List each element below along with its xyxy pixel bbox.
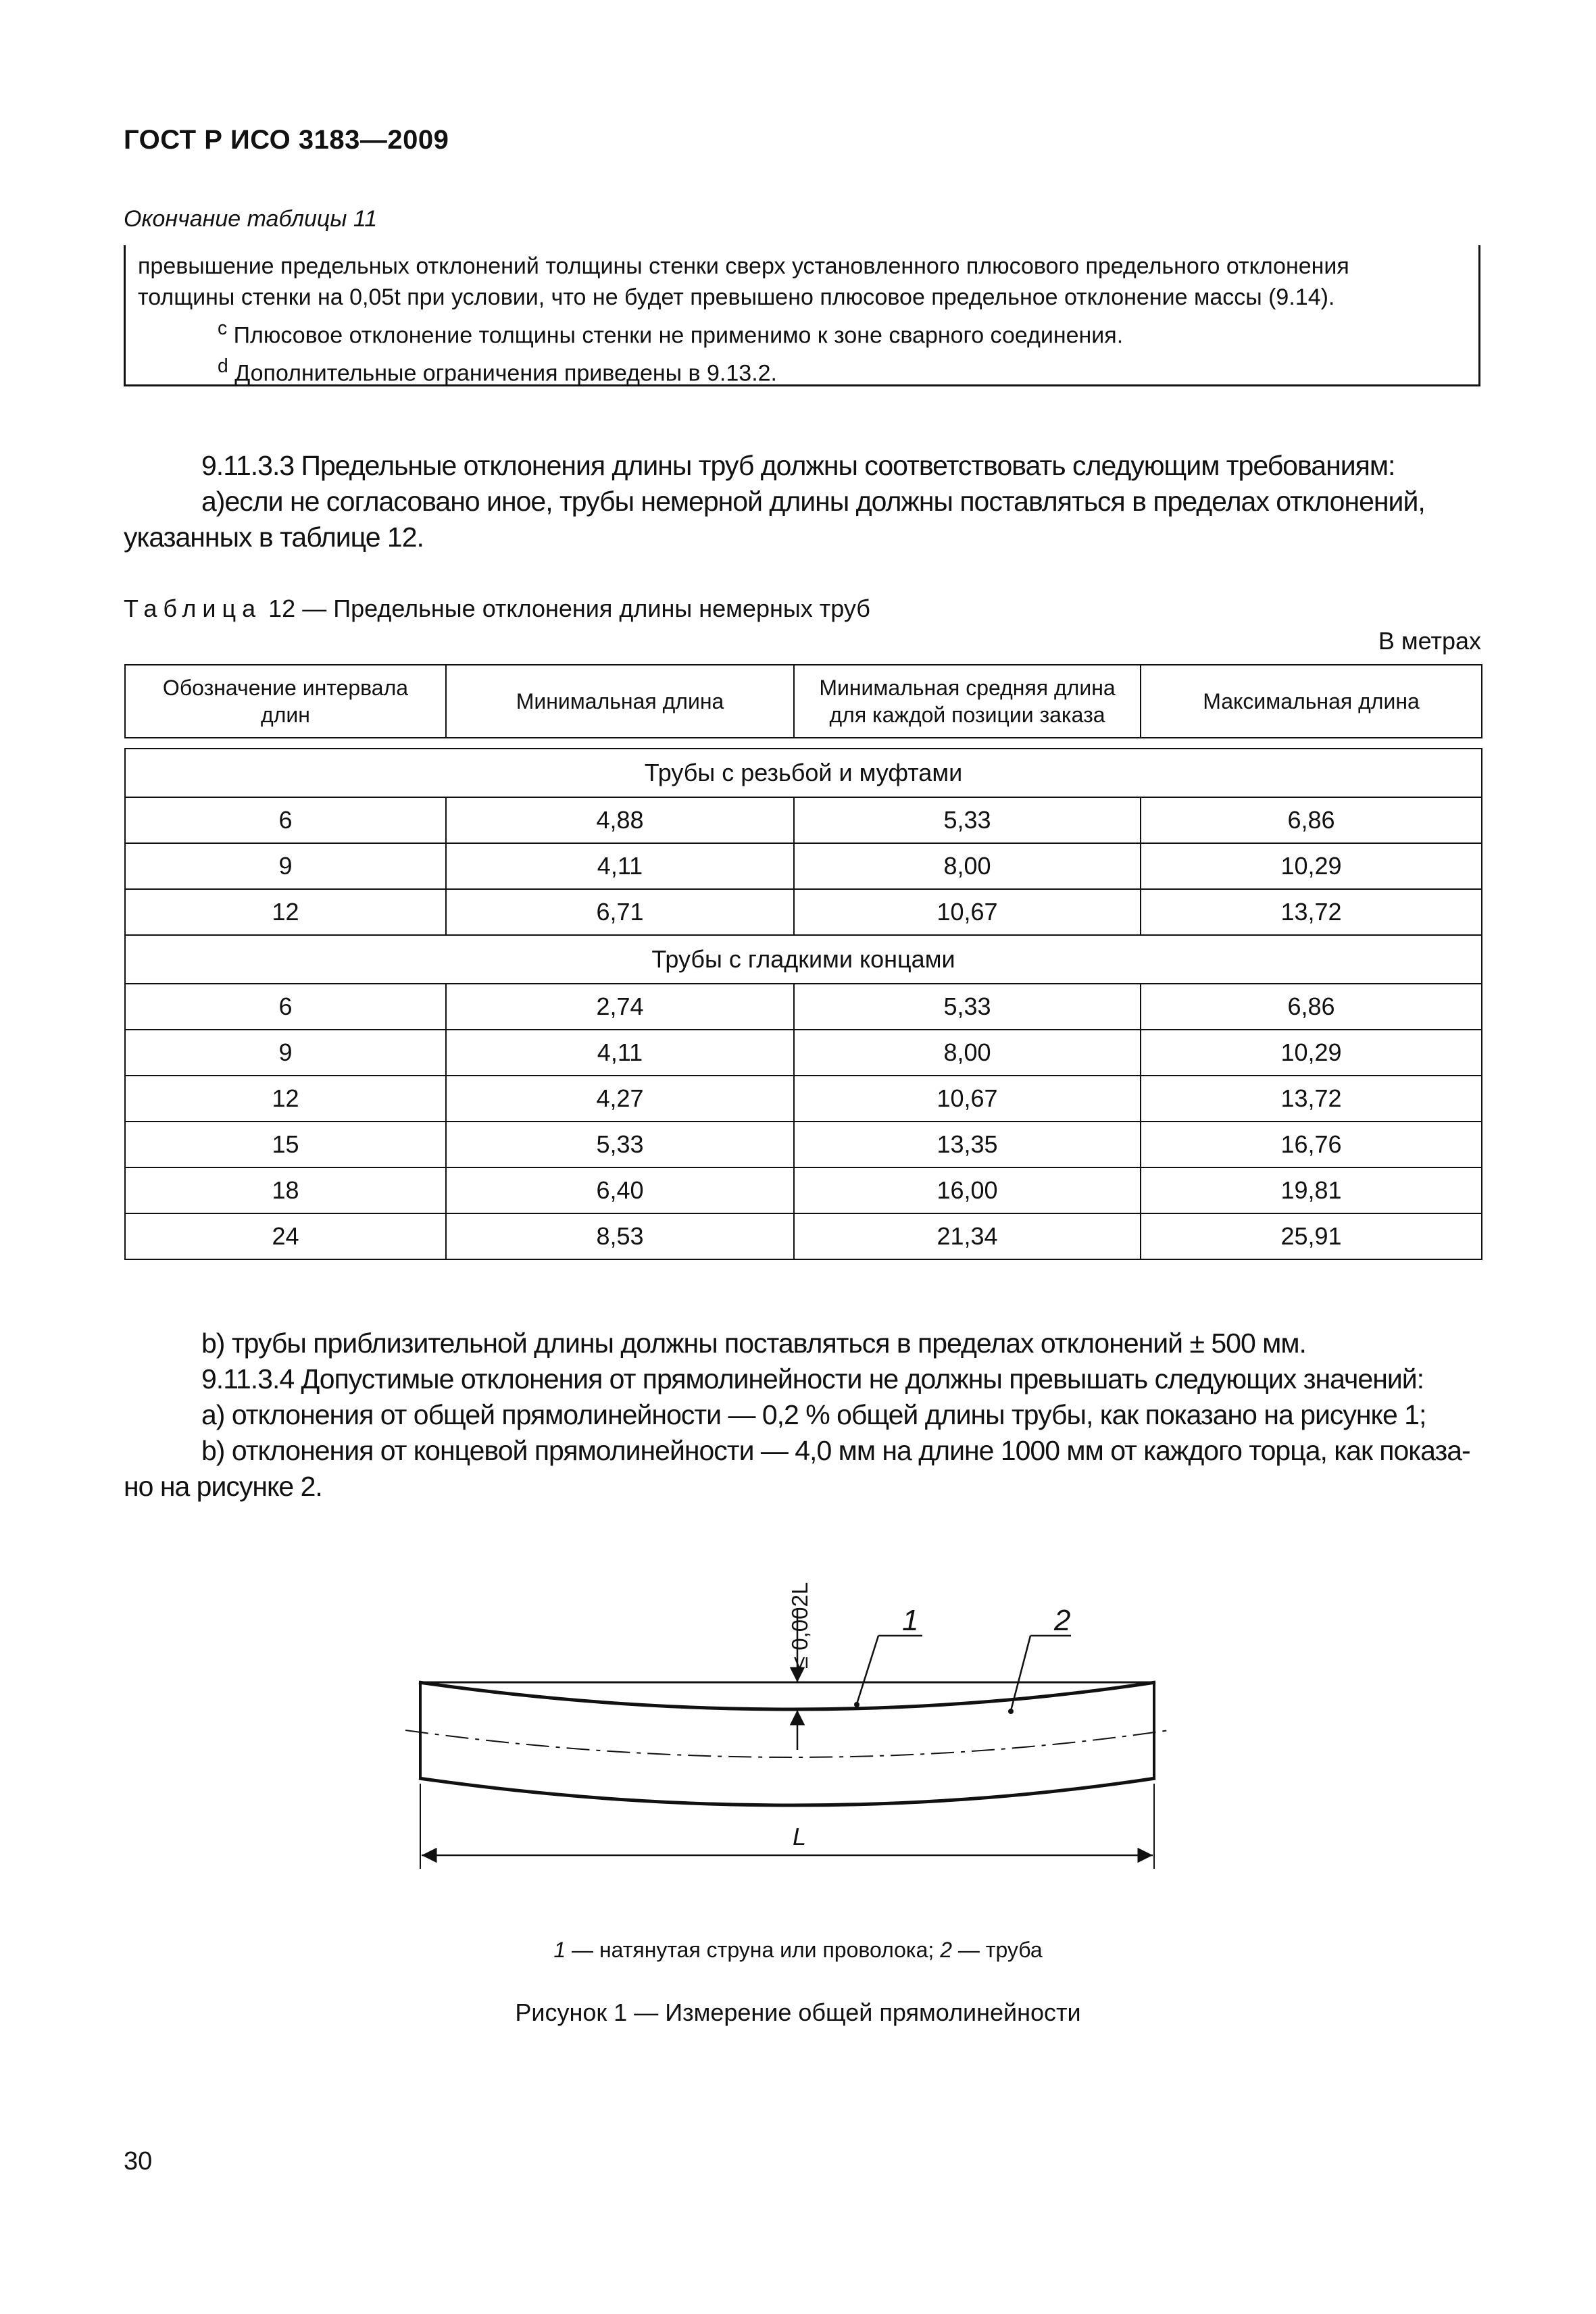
table-continuation-caption: Окончание таблицы 11 [124,206,378,232]
document-header: ГОСТ Р ИСО 3183—2009 [124,125,449,155]
figure1-legend [0,1938,1596,1963]
table12-title [124,595,870,623]
length-label: L [793,1823,807,1851]
footnote-d-text: Дополнительные ограничения приведены в 9.13.2. [228,360,777,386]
para-9-11-3-4-b: b) отклонения от концевой прямолинейности — 4,0 мм на длине 1000 мм от каждого торца, как показа- [201,1435,1470,1466]
length-dimension [420,1784,1154,1869]
table-row: 12 4,27 10,67 13,72 [125,1076,1482,1122]
para-b-approx-length: b) трубы приблизительной длины должны поставляться в пределах отклонений ± 500 мм. [201,1328,1306,1359]
table-row: 9 4,11 8,00 10,29 [125,1030,1482,1076]
pipe-centerline [405,1730,1169,1757]
footnote-d-mark: d [218,355,228,378]
para-9-11-3-4-b-cont: но на рисунке 2. [124,1471,322,1502]
header-min-avg-length: Минимальная средняя длина для каждой позиции заказа [794,665,1141,738]
para-9-11-3-4: 9.11.3.4 Допустимые отклонения от прямолинейности не должны превышать следующих значений: [201,1363,1424,1394]
table-row: 12 6,71 10,67 13,72 [125,889,1482,935]
table12-title-text: 12 — Предельные отклонения длины немерных труб [261,595,870,622]
table12-label: Таблица [124,595,262,622]
header-max-length: Максимальная длина [1141,665,1482,738]
footnote-d [138,351,1466,388]
figure1-drawing [365,1547,1189,1898]
leader-label-2: 2 [1054,1604,1071,1637]
header-min-length: Минимальная длина [446,665,794,738]
table12-header-row [125,665,1482,738]
table12-section-plain: Трубы с гладкими концами [125,935,1482,984]
legend-num-2: 2 [940,1938,952,1962]
table12-units: В метрах [1378,627,1481,655]
table12-section-threaded: Трубы с резьбой и муфтами [125,749,1482,797]
table-row: 6 4,88 5,33 6,86 [125,797,1482,843]
footnote-c-mark: c [218,318,228,339]
pipe-shape [419,1681,1155,1805]
table12 [124,664,1482,1260]
leader-label-1: 1 [902,1604,919,1637]
para-9-11-3-4-a: а) отклонения от общей прямолинейности — 0,2 % общей длины трубы, как показано на рисунке 1; [201,1399,1426,1430]
header-interval: Обозначение интервала длин [125,665,446,738]
leader-2 [1008,1636,1071,1714]
para-9-11-3-3: 9.11.3.3 Предельные отклонения длины труб должны соответствовать следующим требованиям: [201,450,1395,481]
table11-end-box [124,245,1480,386]
legend-text-1: — натянутая струна или проволока; [566,1938,941,1962]
table11-line-2: толщины стенки на 0,05t при условии, что не будет превышено плюсовое предельное отклонение массы (9.14). [138,284,1335,310]
figure1-caption: Рисунок 1 — Измерение общей прямолинейности [515,1998,1081,2026]
table-row: 6 2,74 5,33 6,86 [125,984,1482,1030]
legend-num-1: 1 [553,1938,566,1962]
table-row: 24 8,53 21,34 25,91 [125,1213,1482,1259]
table-row: 15 5,33 13,35 16,76 [125,1122,1482,1167]
footnote-c [138,313,1466,351]
table11-line-1: превышение предельных отклонений толщины стенки сверх установленного плюсового предельного отклонения [138,253,1349,279]
table-row: 9 4,11 8,00 10,29 [125,843,1482,889]
table12-gap [125,738,1482,749]
page-number: 30 [124,2147,153,2175]
deflection-label: ≤ 0,002L [787,1582,812,1669]
leader-1 [854,1636,922,1707]
footnote-c-text: Плюсовое отклонение толщины стенки не применимо к зоне сварного соединения. [227,322,1124,349]
para-9-11-3-3-a-cont: указанных в таблице 12. [124,522,424,553]
para-9-11-3-3-a: а)если не согласовано иное, трубы немерной длины должны поставляться в пределах отклонений, [201,486,1425,517]
legend-text-2: — труба [952,1938,1043,1962]
table-row: 18 6,40 16,00 19,81 [125,1167,1482,1213]
